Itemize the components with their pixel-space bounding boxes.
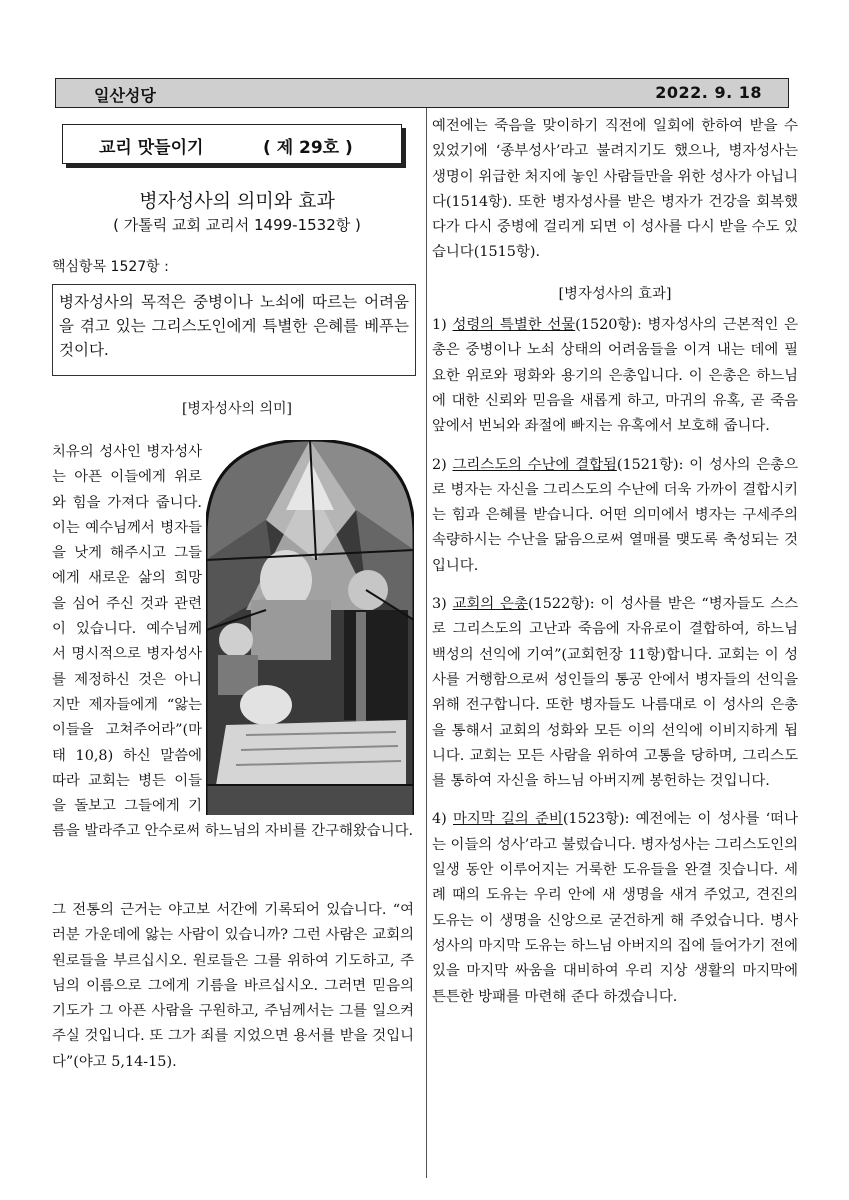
series-number: ( 제 29호 ) xyxy=(263,138,353,158)
effect-title: 마지막 길의 준비 xyxy=(453,811,563,828)
series-title-box xyxy=(62,124,402,164)
effect-text: (1521항): 이 성사의 은총으로 병자는 자신을 그리스도의 수난에 더욱 가까이 결합시키는 힘과 은혜를 받습니다. 어떤 의미에서 병자는 구세주의 속량하시는 수난을 닮음으로써 열매를 맺도록 축성되는 것입니다. xyxy=(432,456,798,574)
effect-item xyxy=(432,313,798,439)
effect-item xyxy=(432,807,798,1009)
effect-item xyxy=(432,453,798,579)
effect-title: 교회의 은총 xyxy=(452,596,528,613)
key-article-box: 병자성사의 목적은 중병이나 노쇠에 따르는 어려움을 겪고 있는 그리스도인에게 특별한 은혜를 베푸는 것이다. xyxy=(52,284,416,376)
effects-heading: [병자성사의 효과] xyxy=(558,285,672,302)
stained-glass-image xyxy=(206,440,414,815)
effect-text: (1522항): 이 성사를 받은 “병자들도 스스로 그리스도의 고난과 죽음에 자유로이 결합하여, 하느님 백성의 선익에 기여”(교회헌장 11항)합니다. 교회는 이 성사를 거행함으로써 성인들의 통공 안에서 병자들의 선익을 위해 전구합니다. 또한 병자들도 나름대로 이 성사의 은총을 통해서 교회의 성화와 모든 이의 선익에 이비지하게 됩니다. 교회는 모든 사람을 위하여 고통을 당하며, 그리스도를 통하여 자신을 하느님 아버지께 봉헌하는 것입니다. xyxy=(432,596,798,790)
intro-paragraph: 예전에는 죽음을 맞이하기 직전에 일회에 한하여 받을 수 있었기에 ‘종부성사’라고 불려지기도 했으나, 병자성사는 생명이 위급한 처지에 놓인 사람들만을 위한 성사가 아닙니다(1514항). 또한 병자성사를 받은 병자가 건강을 회복했다가 다시 중병에 걸리게 되면 이 성사를 다시 받을 수도 있습니다(1515항). xyxy=(432,118,798,261)
issue-date: 2022. 9. 18 xyxy=(655,83,762,102)
effect-number: 3) xyxy=(432,596,453,613)
meaning-paragraph-1: 치유의 성사인 병자성사는 아픈 이들에게 위로와 힘을 가져다 줍니다. 이는 예수님께서 병자들을 낫게 해주시고 그들에게 새로운 삶의 희망을 심어 주신 것과 관련이 있습니다. 예수님께서 명시적으로 병자성사를 제정하신 것은 아니지만 제자들에게 “앓는 이들을 고쳐주어라”(마태 10,8) 하신 말씀에 따라 교회는 병든 이들을 돌보고 그들에게 기름을 발라주고 안수로써 하느님의 자비를 간구해왔습니다. xyxy=(52,444,414,840)
meaning-section xyxy=(52,440,414,845)
right-column xyxy=(432,114,798,1023)
article-title: 병자성사의 의미와 효과 xyxy=(139,190,335,212)
series-name: 교리 맛들이기 xyxy=(99,138,204,158)
meaning-paragraph-2: 그 전통의 근거는 야고보 서간에 기록되어 있습니다. “여러분 가운데에 앓는 사람이 있습니까? 그런 사람은 교회의 원로들을 부르십시오. 원로들은 그를 위하여 기도하고, 주님의 이름으로 그에게 기름을 바르십시오. 그러면 믿음의 기도가 그 아픈 사람을 구원하고, 주님께서는 그를 일으켜 주실 것입니다. 또 그가 죄를 지었으면 용서를 받을 것입니다”(야고 5,14-15). xyxy=(52,902,414,1070)
effect-text: (1520항): 병자성사의 근본적인 은총은 중병이나 노쇠 상태의 어려움들을 이겨 내는 데에 필요한 위로와 평화와 용기의 은총입니다. 이 은총은 하느님에 대한 신뢰와 믿음을 새롭게 하고, 마귀의 유혹, 곧 죽음 앞에서 번뇌와 좌절에 빠지는 유혹에서 보호해 줍니다. xyxy=(432,317,798,435)
page-header xyxy=(55,78,789,108)
parish-name: 일산성당 xyxy=(94,86,156,105)
effect-number: 1) xyxy=(432,317,453,334)
article-subtitle: ( 가톨릭 교회 교리서 1499-1532항 ) xyxy=(113,216,361,234)
meaning-heading: [병자성사의 의미] xyxy=(181,401,293,417)
effect-number: 2) xyxy=(432,456,453,473)
column-divider xyxy=(426,108,427,1178)
effect-title: 성령의 특별한 선물 xyxy=(452,317,576,334)
effect-text: (1523항): 예전에는 이 성사를 ‘떠나는 이들의 성사’라고 불렀습니다. 병자성사는 그리스도인의 일생 동안 이루어지는 거룩한 도유들을 완결 짓습니다. 세례 때의 도유는 우리 안에 새 생명을 새겨 주었고, 견진의 도유는 이 생명을 신앙으로 굳건하게 해 주었습니다. 병사성사의 마지막 도유는 하느님 아버지의 집에 들어가기 전에 있을 마지막 싸움을 대비하여 우리 지상 생활의 마지막에 튼튼한 방패를 마련해 준다 하겠습니다. xyxy=(432,811,798,1005)
effect-item xyxy=(432,592,798,794)
effect-number: 4) xyxy=(432,811,454,828)
key-article-label: 핵심항목 1527항 : xyxy=(52,259,169,275)
effect-title: 그리스도의 수난에 결합됨 xyxy=(452,456,617,473)
